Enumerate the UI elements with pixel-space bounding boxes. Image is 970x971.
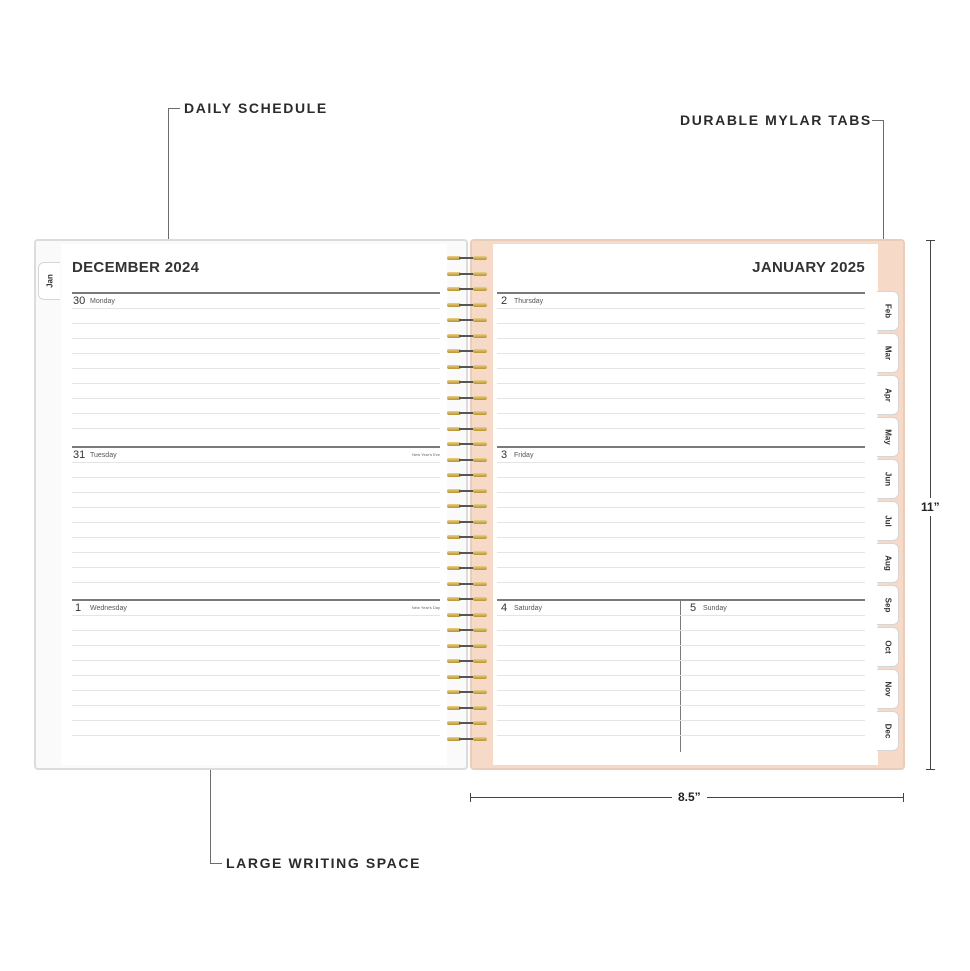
coil-ring (447, 316, 487, 324)
day-rule (497, 599, 865, 601)
height-arrow-top (926, 240, 935, 241)
coil-ring (447, 549, 487, 557)
coil-ring (447, 254, 487, 262)
tab-oct[interactable] (877, 627, 899, 667)
tab-label: Sep (883, 597, 892, 613)
tab-mar[interactable] (877, 333, 899, 373)
day-rule (72, 599, 440, 601)
tab-jul[interactable] (877, 501, 899, 541)
tab-label: May (883, 429, 892, 445)
coil-ring (447, 719, 487, 727)
height-label: 11” (921, 500, 940, 514)
mylar-tabs-leader-h (872, 120, 883, 121)
coil-ring (447, 533, 487, 541)
day-name: Thursday (514, 298, 544, 305)
coil-ring (447, 471, 487, 479)
coil-ring (447, 657, 487, 665)
writing-lines[interactable] (72, 615, 440, 736)
coil-ring (447, 564, 487, 572)
coil-ring (447, 301, 487, 309)
width-arrow-right (903, 793, 904, 802)
coil-ring (447, 704, 487, 712)
height-arrow-bottom (926, 769, 935, 770)
left-month-title: DECEMBER 2024 (72, 259, 200, 276)
tab-nov[interactable] (877, 669, 899, 709)
tab-may[interactable] (877, 417, 899, 457)
coil-ring (447, 394, 487, 402)
daily-schedule-leader-h (168, 108, 180, 109)
day-rule (72, 292, 440, 294)
day-rule (497, 446, 865, 448)
tab-label: Dec (883, 723, 892, 739)
coil-ring (447, 626, 487, 634)
writing-lines[interactable] (497, 615, 865, 736)
writing-lines[interactable] (497, 308, 865, 429)
tab-label: Mar (883, 345, 892, 361)
coil-ring (447, 409, 487, 417)
coil-ring (447, 487, 487, 495)
coil-ring (447, 580, 487, 588)
coil-ring (447, 425, 487, 433)
coil-ring (447, 363, 487, 371)
coil-ring (447, 456, 487, 464)
day-number: 4 (501, 602, 508, 614)
tab-label: Feb (883, 303, 892, 319)
coil-ring (447, 642, 487, 650)
coil-ring (447, 285, 487, 293)
right-page (493, 244, 878, 765)
holiday-label: New Year's Day (411, 605, 440, 610)
coil-ring (447, 688, 487, 696)
tab-sep[interactable] (877, 585, 899, 625)
tab-label: Aug (883, 555, 892, 571)
left-page (61, 244, 447, 765)
width-arrow-left (470, 793, 471, 802)
day-number: 3 (501, 449, 508, 461)
day-number: 2 (501, 295, 508, 307)
day-number: 1 (75, 602, 82, 614)
coil-ring (447, 270, 487, 278)
coil-ring (447, 611, 487, 619)
day-name: Wednesday (90, 605, 127, 612)
writing-space-leader-h (210, 863, 222, 864)
mylar-tabs-callout: DURABLE MYLAR TABS (680, 112, 872, 128)
tab-label: Jun (883, 471, 892, 487)
tab-jan-label: Jan (45, 274, 54, 288)
day-name: Saturday (514, 605, 543, 612)
tab-label: Apr (883, 388, 892, 402)
coil-ring (447, 440, 487, 448)
writing-lines[interactable] (72, 308, 440, 429)
day-number: 30 (73, 295, 86, 307)
tab-label: Nov (883, 681, 892, 697)
coil-ring (447, 502, 487, 510)
holiday-label: New Year's Eve (412, 452, 440, 457)
right-month-title: JANUARY 2025 (752, 259, 865, 276)
day-rule (497, 292, 865, 294)
coil-ring (447, 378, 487, 386)
coil-ring (447, 673, 487, 681)
day-name: Monday (90, 298, 115, 305)
writing-lines[interactable] (72, 462, 440, 583)
day-number: 31 (73, 449, 86, 461)
coil-ring (447, 595, 487, 603)
day-name: Tuesday (90, 452, 117, 459)
day-name: Friday (514, 452, 534, 459)
tab-apr[interactable] (877, 375, 899, 415)
tab-jan[interactable] (38, 262, 60, 300)
writing-space-callout: LARGE WRITING SPACE (226, 855, 422, 871)
coil-ring (447, 347, 487, 355)
tab-jun[interactable] (877, 459, 899, 499)
tab-label: Jul (883, 515, 892, 527)
day-number: 5 (690, 602, 697, 614)
coil-ring (447, 332, 487, 340)
tab-aug[interactable] (877, 543, 899, 583)
tab-dec[interactable] (877, 711, 899, 751)
coil-ring (447, 518, 487, 526)
day-name: Sunday (703, 605, 727, 612)
tab-label: Oct (883, 640, 892, 654)
coil-ring (447, 735, 487, 743)
tab-feb[interactable] (877, 291, 899, 331)
daily-schedule-callout: DAILY SCHEDULE (184, 100, 328, 116)
day-rule (72, 446, 440, 448)
width-label: 8.5” (672, 790, 707, 804)
writing-lines[interactable] (497, 462, 865, 583)
